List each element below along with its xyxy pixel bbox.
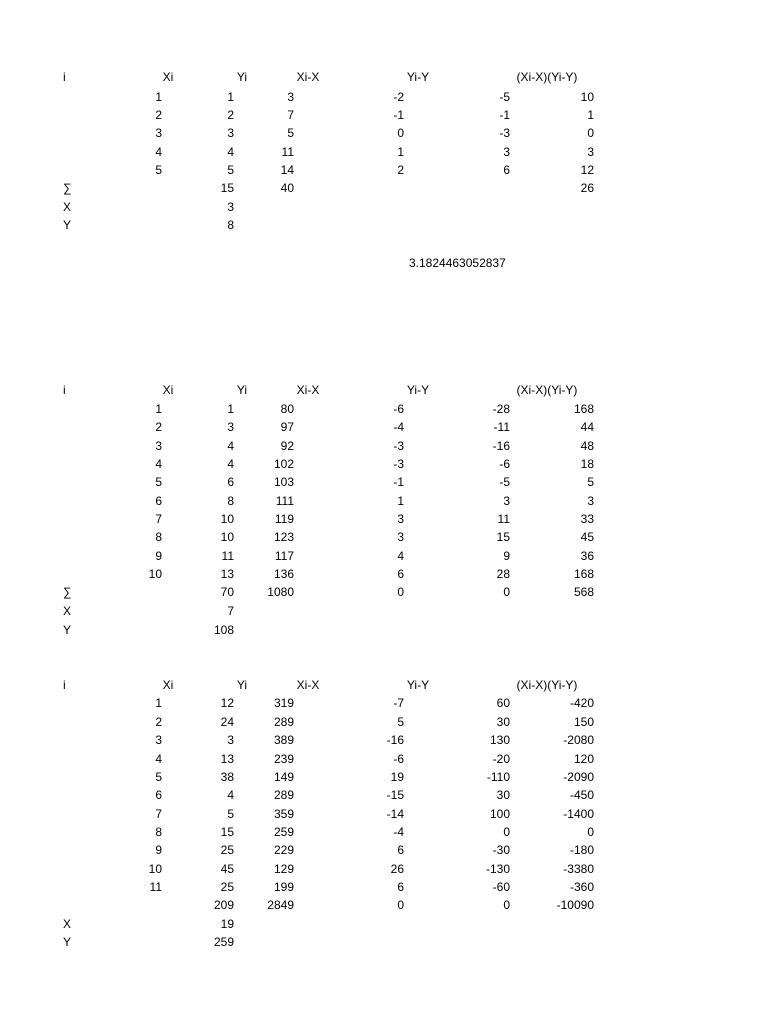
cell-product: 168 <box>573 567 594 581</box>
cell-yi: 289 <box>273 715 294 729</box>
cell-yi-minus-y: 60 <box>496 696 510 710</box>
cell-yi-minus-y: -16 <box>492 439 510 453</box>
header-yi-minus-y: Yi-Y <box>406 70 430 84</box>
cell-xi-minus-x: 1 <box>397 145 404 159</box>
table-row <box>0 805 768 823</box>
cell-xi-minus-x: 5 <box>397 715 404 729</box>
cell-product: 33 <box>580 512 594 526</box>
cell-xi: 38 <box>220 770 234 784</box>
cell-i: 7 <box>155 807 162 821</box>
cell-product: -360 <box>569 880 594 894</box>
y-mean-value: 108 <box>213 623 234 637</box>
cell-xi-minus-x: 4 <box>397 549 404 563</box>
cell-xi: 4 <box>227 457 234 471</box>
cell-xi-minus-x: -15 <box>386 788 404 802</box>
cell-yi: 5 <box>287 126 294 140</box>
cell-yi: 149 <box>273 770 294 784</box>
cell-xi-minus-x: 3 <box>397 512 404 526</box>
cell-xi-minus-x: 0 <box>397 126 404 140</box>
cell-yi-minus-y: 15 <box>496 530 510 544</box>
cell-yi-minus-y: 130 <box>489 733 510 747</box>
cell-xi: 1 <box>227 402 234 416</box>
table-row <box>0 528 768 546</box>
header-xi-minus-x: Xi-X <box>296 70 320 84</box>
table-row <box>0 437 768 455</box>
table-row <box>0 768 768 786</box>
table-row <box>0 124 768 142</box>
table3-ymean-row <box>0 933 768 951</box>
cell-xi: 1 <box>227 90 234 104</box>
cell-xi: 6 <box>227 475 234 489</box>
cell-xi: 25 <box>220 880 234 894</box>
cell-xi: 5 <box>227 807 234 821</box>
header-xi: Xi <box>162 678 174 692</box>
x-mean-label: X <box>63 917 72 931</box>
cell-i: 9 <box>155 549 162 563</box>
table1-header-row <box>0 68 768 86</box>
table-row <box>0 750 768 768</box>
cell-yi: 319 <box>273 696 294 710</box>
cell-xi-minus-x: -4 <box>393 825 404 839</box>
table-row <box>0 143 768 161</box>
cell-xi-minus-x: -3 <box>393 457 404 471</box>
cell-product: -450 <box>569 788 594 802</box>
header-product: (Xi-X)(Yi-Y) <box>516 70 578 84</box>
cell-yi: 7 <box>287 108 294 122</box>
cell-i: 1 <box>155 402 162 416</box>
header-product: (Xi-X)(Yi-Y) <box>516 678 578 692</box>
table-row <box>0 473 768 491</box>
cell-xi: 10 <box>220 512 234 526</box>
cell-xi-minus-x: -1 <box>393 475 404 489</box>
cell-yi-minus-y: 30 <box>496 788 510 802</box>
cell-yi-minus-y: -130 <box>485 862 510 876</box>
cell-xi: 11 <box>221 549 234 563</box>
table1-ymean-row <box>0 216 768 234</box>
cell-product: -3380 <box>563 862 594 876</box>
cell-yi-minus-y: -11 <box>493 420 510 434</box>
cell-i: 6 <box>155 494 162 508</box>
cell-yi: 14 <box>280 163 294 177</box>
cell-product: -1400 <box>563 807 594 821</box>
cell-xi-minus-x: 2 <box>397 163 404 177</box>
cell-yi: 11 <box>281 145 294 159</box>
header-yi-minus-y: Yi-Y <box>406 383 430 397</box>
cell-i: 10 <box>148 567 162 581</box>
cell-i: 7 <box>155 512 162 526</box>
cell-xi: 13 <box>220 567 234 581</box>
table2-header-row <box>0 381 768 399</box>
cell-product: 45 <box>580 530 594 544</box>
cell-product: -2080 <box>563 733 594 747</box>
cell-yi-minus-y: 3 <box>503 494 510 508</box>
cell-yi: 389 <box>273 733 294 747</box>
sum-xi: 15 <box>220 181 234 195</box>
cell-product: -2090 <box>563 770 594 784</box>
cell-xi: 15 <box>220 825 234 839</box>
table-row <box>0 510 768 528</box>
cell-yi-minus-y: -1 <box>499 108 510 122</box>
cell-i: 9 <box>155 843 162 857</box>
cell-i: 1 <box>155 90 162 104</box>
cell-yi: 289 <box>273 788 294 802</box>
table3-sum-row <box>0 896 768 914</box>
cell-yi-minus-y: 30 <box>496 715 510 729</box>
cell-xi-minus-x: 26 <box>390 862 404 876</box>
table2-ymean-row <box>0 621 768 639</box>
cell-xi-minus-x: -1 <box>393 108 404 122</box>
cell-xi: 5 <box>227 163 234 177</box>
sum-label: ∑ <box>63 181 72 195</box>
sum-xi: 209 <box>213 898 234 912</box>
cell-xi-minus-x: 19 <box>390 770 404 784</box>
cell-product: 3 <box>587 145 594 159</box>
x-mean-label: X <box>63 604 72 618</box>
table-row <box>0 106 768 124</box>
table-row <box>0 731 768 749</box>
header-yi: Yi <box>236 678 248 692</box>
table-row <box>0 694 768 712</box>
cell-yi-minus-y: -5 <box>499 475 510 489</box>
cell-xi-minus-x: -7 <box>393 696 404 710</box>
cell-yi-minus-y: -60 <box>492 880 510 894</box>
cell-yi: 97 <box>280 420 294 434</box>
cell-product: 120 <box>573 752 594 766</box>
table-row <box>0 547 768 565</box>
cell-product: 18 <box>580 457 594 471</box>
cell-yi-minus-y: -5 <box>499 90 510 104</box>
cell-product: 1 <box>587 108 594 122</box>
cell-xi-minus-x: 6 <box>397 567 404 581</box>
cell-yi: 111 <box>275 494 294 508</box>
cell-xi: 3 <box>227 126 234 140</box>
cell-i: 4 <box>155 752 162 766</box>
cell-xi: 2 <box>227 108 234 122</box>
cell-xi: 4 <box>227 788 234 802</box>
sum-product: 26 <box>580 181 594 195</box>
table-row <box>0 88 768 106</box>
cell-i: 8 <box>155 530 162 544</box>
computed-value: 3.1824463052837 <box>409 256 506 270</box>
cell-i: 3 <box>155 733 162 747</box>
cell-product: -420 <box>569 696 594 710</box>
cell-yi-minus-y: -30 <box>492 843 510 857</box>
cell-i: 11 <box>149 880 162 894</box>
cell-yi-minus-y: -6 <box>499 457 510 471</box>
cell-xi: 25 <box>220 843 234 857</box>
sum-xi-minus-x: 0 <box>397 585 404 599</box>
cell-i: 2 <box>155 420 162 434</box>
y-mean-label: Y <box>63 935 72 949</box>
cell-yi: 117 <box>274 549 294 563</box>
table-row <box>0 455 768 473</box>
cell-xi-minus-x: -2 <box>393 90 404 104</box>
sum-yi: 40 <box>280 181 294 195</box>
cell-yi-minus-y: 0 <box>503 825 510 839</box>
cell-product: 36 <box>580 549 594 563</box>
cell-yi: 259 <box>273 825 294 839</box>
cell-yi: 92 <box>280 439 294 453</box>
cell-i: 5 <box>155 475 162 489</box>
cell-yi: 102 <box>273 457 294 471</box>
table-row <box>0 860 768 878</box>
cell-xi-minus-x: 1 <box>397 494 404 508</box>
header-xi: Xi <box>162 383 174 397</box>
table-row <box>0 823 768 841</box>
cell-yi-minus-y: 3 <box>503 145 510 159</box>
cell-product: 48 <box>580 439 594 453</box>
cell-product: 44 <box>580 420 594 434</box>
cell-xi: 4 <box>227 145 234 159</box>
cell-xi: 12 <box>220 696 234 710</box>
cell-xi: 4 <box>227 439 234 453</box>
table-row <box>0 841 768 859</box>
header-xi: Xi <box>162 70 174 84</box>
header-i: i <box>63 70 66 84</box>
cell-yi-minus-y: -28 <box>492 402 510 416</box>
cell-yi-minus-y: 100 <box>489 807 510 821</box>
cell-yi: 239 <box>273 752 294 766</box>
header-product: (Xi-X)(Yi-Y) <box>516 383 578 397</box>
header-i: i <box>63 383 66 397</box>
cell-yi: 123 <box>273 530 294 544</box>
x-mean-value: 3 <box>227 200 234 214</box>
cell-i: 8 <box>155 825 162 839</box>
cell-i: 2 <box>155 108 162 122</box>
cell-yi: 119 <box>274 512 294 526</box>
table-row <box>0 786 768 804</box>
cell-i: 4 <box>155 145 162 159</box>
x-mean-value: 19 <box>220 917 234 931</box>
cell-i: 5 <box>155 163 162 177</box>
cell-i: 5 <box>155 770 162 784</box>
cell-yi: 3 <box>287 90 294 104</box>
table1-xmean-row <box>0 198 768 216</box>
cell-xi-minus-x: -14 <box>386 807 404 821</box>
cell-xi-minus-x: 6 <box>397 880 404 894</box>
cell-xi: 3 <box>227 733 234 747</box>
sum-yi: 2849 <box>267 898 294 912</box>
cell-xi-minus-x: -16 <box>386 733 404 747</box>
header-xi-minus-x: Xi-X <box>296 383 320 397</box>
cell-product: 5 <box>587 475 594 489</box>
cell-product: 168 <box>573 402 594 416</box>
cell-product: 12 <box>580 163 594 177</box>
sum-yi-minus-y: 0 <box>503 898 510 912</box>
table-row <box>0 565 768 583</box>
sum-label: ∑ <box>63 585 72 599</box>
cell-i: 3 <box>155 439 162 453</box>
sum-product: -10090 <box>556 898 594 912</box>
table2-xmean-row <box>0 602 768 620</box>
cell-xi-minus-x: 3 <box>397 530 404 544</box>
cell-xi: 10 <box>220 530 234 544</box>
cell-i: 10 <box>148 862 162 876</box>
table2-sum-row <box>0 583 768 601</box>
table1-sum-row <box>0 179 768 197</box>
cell-i: 1 <box>155 696 162 710</box>
y-mean-label: Y <box>63 623 72 637</box>
cell-yi-minus-y: 6 <box>503 163 510 177</box>
cell-product: 0 <box>587 126 594 140</box>
cell-xi-minus-x: -6 <box>393 752 404 766</box>
cell-yi-minus-y: 9 <box>503 549 510 563</box>
header-yi: Yi <box>236 383 248 397</box>
cell-yi: 103 <box>273 475 294 489</box>
cell-xi-minus-x: -3 <box>393 439 404 453</box>
table-row <box>0 878 768 896</box>
sum-xi-minus-x: 0 <box>397 898 404 912</box>
cell-i: 2 <box>155 715 162 729</box>
cell-xi: 45 <box>220 862 234 876</box>
cell-yi: 136 <box>273 567 294 581</box>
table-row <box>0 418 768 436</box>
cell-xi-minus-x: 6 <box>397 843 404 857</box>
cell-i: 4 <box>155 457 162 471</box>
cell-i: 6 <box>155 788 162 802</box>
header-xi-minus-x: Xi-X <box>296 678 320 692</box>
sum-xi: 70 <box>220 585 234 599</box>
header-i: i <box>63 678 66 692</box>
y-mean-value: 8 <box>227 218 234 232</box>
cell-product: 3 <box>587 494 594 508</box>
cell-yi-minus-y: -3 <box>499 126 510 140</box>
cell-yi-minus-y: 11 <box>497 512 510 526</box>
cell-yi-minus-y: -20 <box>492 752 510 766</box>
table3-header-row <box>0 676 768 694</box>
cell-xi: 8 <box>227 494 234 508</box>
cell-xi: 3 <box>227 420 234 434</box>
cell-product: -180 <box>569 843 594 857</box>
cell-yi: 199 <box>273 880 294 894</box>
cell-xi-minus-x: -4 <box>393 420 404 434</box>
table-row <box>0 713 768 731</box>
table3-xmean-row <box>0 915 768 933</box>
cell-product: 150 <box>573 715 594 729</box>
cell-yi-minus-y: -110 <box>486 770 510 784</box>
cell-yi: 229 <box>273 843 294 857</box>
x-mean-value: 7 <box>227 604 234 618</box>
header-yi-minus-y: Yi-Y <box>406 678 430 692</box>
table-row <box>0 400 768 418</box>
table-row <box>0 161 768 179</box>
sum-yi: 1080 <box>267 585 294 599</box>
cell-i: 3 <box>155 126 162 140</box>
sum-yi-minus-y: 0 <box>503 585 510 599</box>
cell-product: 10 <box>580 90 594 104</box>
cell-product: 0 <box>587 825 594 839</box>
x-mean-label: X <box>63 200 72 214</box>
cell-yi: 129 <box>273 862 294 876</box>
cell-xi-minus-x: -6 <box>393 402 404 416</box>
header-yi: Yi <box>236 70 248 84</box>
cell-yi: 359 <box>273 807 294 821</box>
table-row <box>0 492 768 510</box>
cell-xi: 24 <box>220 715 234 729</box>
sum-product: 568 <box>573 585 594 599</box>
y-mean-label: Y <box>63 218 72 232</box>
cell-yi: 80 <box>280 402 294 416</box>
y-mean-value: 259 <box>213 935 234 949</box>
cell-yi-minus-y: 28 <box>496 567 510 581</box>
cell-xi: 13 <box>220 752 234 766</box>
